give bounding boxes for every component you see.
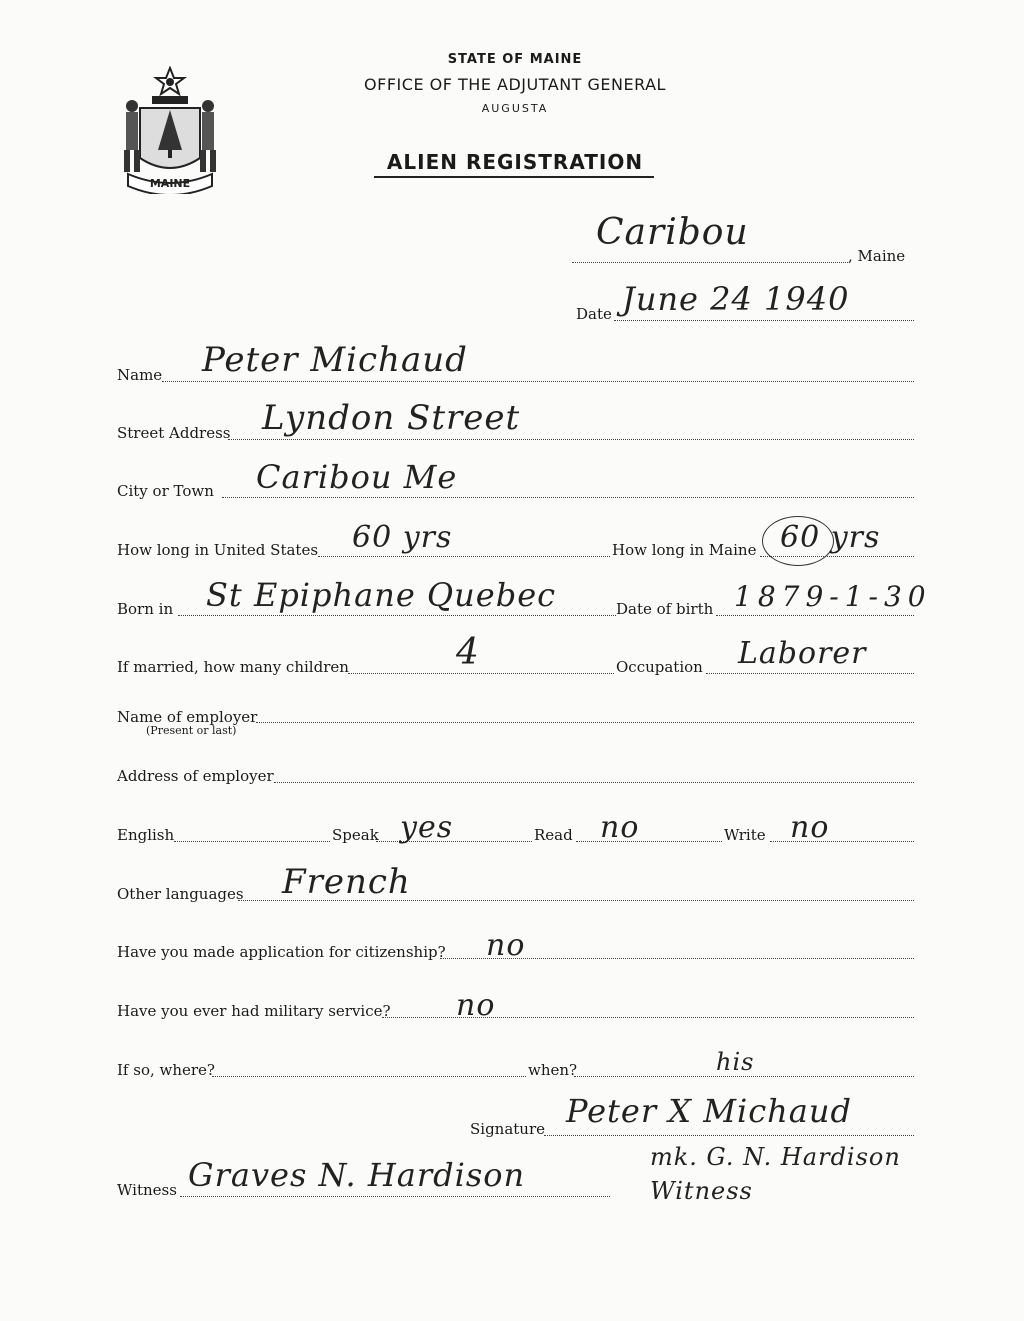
date-value: June 24 1940 (622, 280, 850, 318)
state-of-maine-seal (114, 66, 226, 194)
dob-line (716, 615, 914, 616)
military-value: no (456, 988, 496, 1023)
date-label: Date (576, 305, 612, 323)
where-label: If so, where? (117, 1061, 215, 1079)
citizenship-label: Have you made application for citizenship? (117, 943, 446, 961)
children-line (348, 673, 614, 674)
signature-value: Peter X Michaud (566, 1092, 852, 1130)
us-years-line (318, 556, 610, 557)
born-value: St Epiphane Quebec (206, 576, 557, 614)
military-label: Have you ever had military service? (117, 1002, 391, 1020)
when-line (574, 1076, 914, 1077)
header-state: STATE OF MAINE (447, 52, 583, 67)
svg-text:MAINE: MAINE (149, 177, 191, 190)
dob-value: 1879-1-30 (734, 580, 932, 613)
employer-label: Name of employer (117, 708, 258, 726)
witness-value: Graves N. Hardison (188, 1156, 526, 1194)
title-underline (374, 176, 654, 178)
place-value: Caribou (596, 212, 749, 253)
street-line (228, 439, 914, 440)
employer-sublabel: (Present or last) (146, 724, 237, 737)
form-title: ALIEN REGISTRATION (386, 150, 644, 174)
read-line (576, 841, 722, 842)
witness-line (180, 1196, 610, 1197)
other-languages-value: French (282, 862, 411, 902)
where-line (212, 1076, 526, 1077)
occupation-label: Occupation (616, 658, 703, 676)
place-suffix: , Maine (848, 247, 906, 265)
maine-years-value: 60 yrs (780, 520, 881, 555)
born-label: Born in (117, 600, 174, 618)
english-line (174, 841, 330, 842)
signature-label: Signature (470, 1120, 546, 1138)
us-years-label: How long in United States (117, 541, 319, 559)
speak-value: yes (400, 810, 454, 845)
other-languages-label: Other languages (117, 885, 244, 903)
citizenship-value: no (486, 928, 526, 963)
speak-label: Speak (332, 826, 379, 844)
signature-witness-note: mk. G. N. Hardison Witness (650, 1143, 901, 1205)
street-label: Street Address (117, 424, 231, 442)
occupation-value: Laborer (738, 636, 867, 671)
occupation-line (706, 673, 914, 674)
witness-label: Witness (117, 1181, 177, 1199)
write-value: no (790, 810, 830, 845)
city-label: City or Town (117, 482, 214, 500)
employer-address-line (274, 782, 914, 783)
header-city: AUGUSTA (481, 102, 549, 115)
name-value: Peter Michaud (202, 340, 468, 380)
employer-line (256, 722, 914, 723)
read-label: Read (534, 826, 573, 844)
signature-mark-his: his (716, 1048, 755, 1076)
name-label: Name (117, 366, 163, 384)
children-value: 4 (456, 632, 480, 673)
read-value: no (600, 810, 640, 845)
us-years-value: 60 yrs (352, 520, 453, 555)
english-label: English (117, 826, 175, 844)
signature-line (544, 1135, 914, 1136)
born-line (178, 615, 616, 616)
employer-address-label: Address of employer (117, 767, 274, 785)
street-value: Lyndon Street (262, 398, 521, 438)
dob-label: Date of birth (616, 600, 714, 618)
maine-years-label: How long in Maine (612, 541, 757, 559)
place-line (572, 262, 848, 263)
city-line (222, 497, 914, 498)
name-line (162, 381, 914, 382)
header-office: OFFICE OF THE ADJUTANT GENERAL (364, 75, 666, 94)
write-label: Write (724, 826, 766, 844)
when-label: when? (528, 1061, 578, 1079)
date-line (614, 320, 914, 321)
city-value: Caribou Me (256, 458, 458, 496)
children-label: If married, how many children (117, 658, 349, 676)
